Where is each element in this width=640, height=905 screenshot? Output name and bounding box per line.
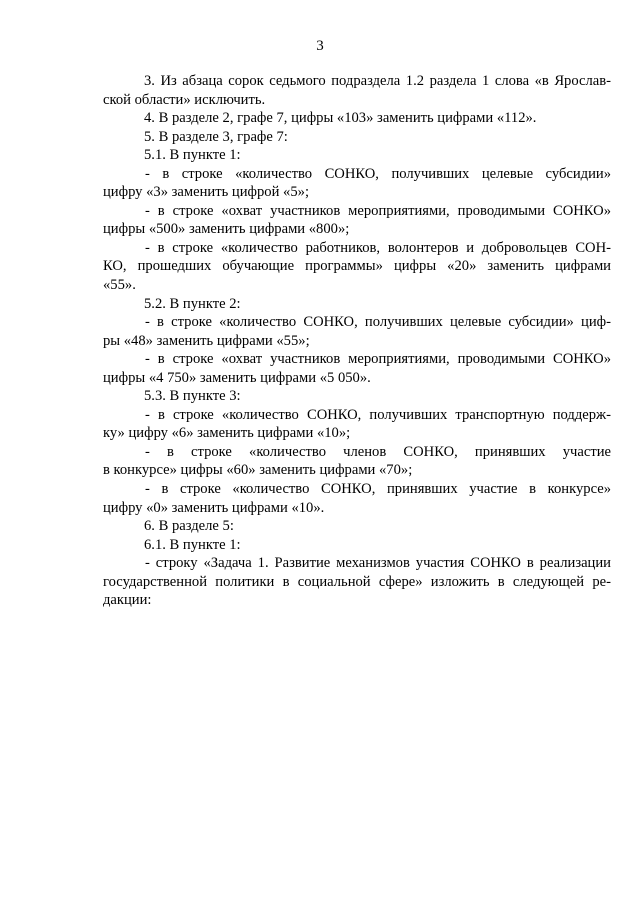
text-line: 3. Из абзаца сорок седьмого подраздела 1.2 раздела 1 слова «в Ярослав- [144,73,611,89]
text-line: цифры «4 750» заменить цифрами «5 050». [103,369,371,386]
text-line: - в строке «количество работников, волонтеров и добровольцев СОН- [145,239,611,256]
text-line: 6.1. В пункте 1: [144,536,241,553]
text-line: - в строке «количество членов СОНКО, принявших участие [145,443,611,460]
text-line: - строку «Задача 1. Развитие механизмов участия СОНКО в реализации [145,555,611,572]
text-line: ры «48» заменить цифрами «55»; [103,332,310,349]
text-line: государственной политики в социальной сфере» изложить в следующей ре- [103,573,611,590]
text-line: 6. В разделе 5: [144,518,234,535]
text-line: «55». [103,277,136,294]
text-line: - в строке «количество СОНКО, получивших транспортную поддерж- [145,406,611,423]
text-line: - в строке «количество СОНКО, получивших целевые субсидии» [145,165,611,182]
text-line: 5.1. В пункте 1: [144,147,241,164]
text-line: ку» цифру «6» заменить цифрами «10»; [103,425,351,442]
text-line: цифру «0» заменить цифрами «10». [103,499,325,516]
text-line: дакции: [103,592,152,609]
text-line: - в строке «охват участников мероприятиями, проводимыми СОНКО» [145,202,611,219]
text-line: - в строке «количество СОНКО, принявших участие в конкурсе» [145,481,611,498]
text-line: ской области» исключить. [103,91,266,108]
page-number: 3 [316,38,324,54]
text-line: - в строке «количество СОНКО, получивших целевые субсидии» циф- [145,314,611,331]
text-line: 5.2. В пункте 2: [144,295,241,312]
text-line: в конкурсе» цифры «60» заменить цифрами «70»; [103,462,413,479]
text-line: 4. В разделе 2, графе 7, цифры «103» заменить цифрами «112». [144,110,537,127]
text-line: 5. В разделе 3, графе 7: [144,128,288,145]
document-body [103,72,611,610]
text-line: КО, прошедших обучающие программы» цифры «20» заменить цифрами [103,258,611,275]
text-line: цифру «3» заменить цифрой «5»; [103,184,309,201]
text-line: - в строке «охват участников мероприятиями, проводимыми СОНКО» [145,351,611,368]
text-line: 5.3. В пункте 3: [144,388,241,405]
text-line: цифры «500» заменить цифрами «800»; [103,221,350,238]
